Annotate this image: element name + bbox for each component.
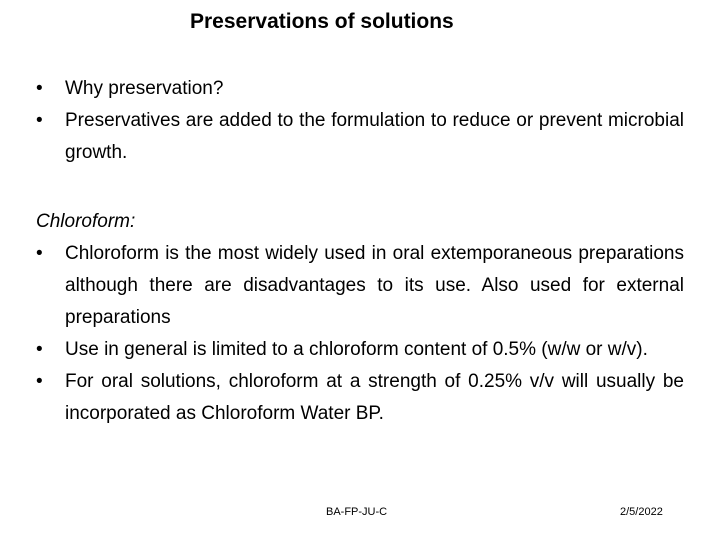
chloroform-item-text: Chloroform is the most widely used in oral extemporaneous preparations although there are disadvantages to its use. Also used for external preparations (65, 243, 684, 328)
intro-list (36, 73, 684, 169)
bullet-icon: • (36, 371, 43, 392)
chloroform-item-text: For oral solutions, chloroform at a strength of 0.25% v/v will usually be incorporated as Chloroform Water BP. (65, 371, 684, 424)
footer-date: 2/5/2022 (620, 506, 663, 518)
bullet-icon: • (36, 339, 43, 360)
chloroform-item-usage (36, 238, 684, 334)
chloroform-item-oral-solutions (36, 366, 684, 430)
intro-item-text: Why preservation? (65, 78, 224, 99)
chloroform-list (36, 238, 684, 430)
intro-item-preservatives (36, 105, 684, 169)
slide-content (36, 73, 684, 430)
chloroform-heading: Chloroform: (36, 211, 136, 232)
intro-item-why (36, 73, 684, 105)
intro-item-text: Preservatives are added to the formulation to reduce or prevent microbial growth. (65, 110, 684, 163)
bullet-icon: • (36, 243, 43, 264)
footer-code: BA-FP-JU-C (326, 506, 388, 518)
chloroform-item-limit (36, 334, 684, 366)
bullet-icon: • (36, 78, 43, 99)
chloroform-item-text: Use in general is limited to a chloroform content of 0.5% (w/w or w/v). (65, 339, 648, 360)
bullet-icon: • (36, 110, 43, 131)
slide-title: Preservations of solutions (190, 10, 454, 33)
